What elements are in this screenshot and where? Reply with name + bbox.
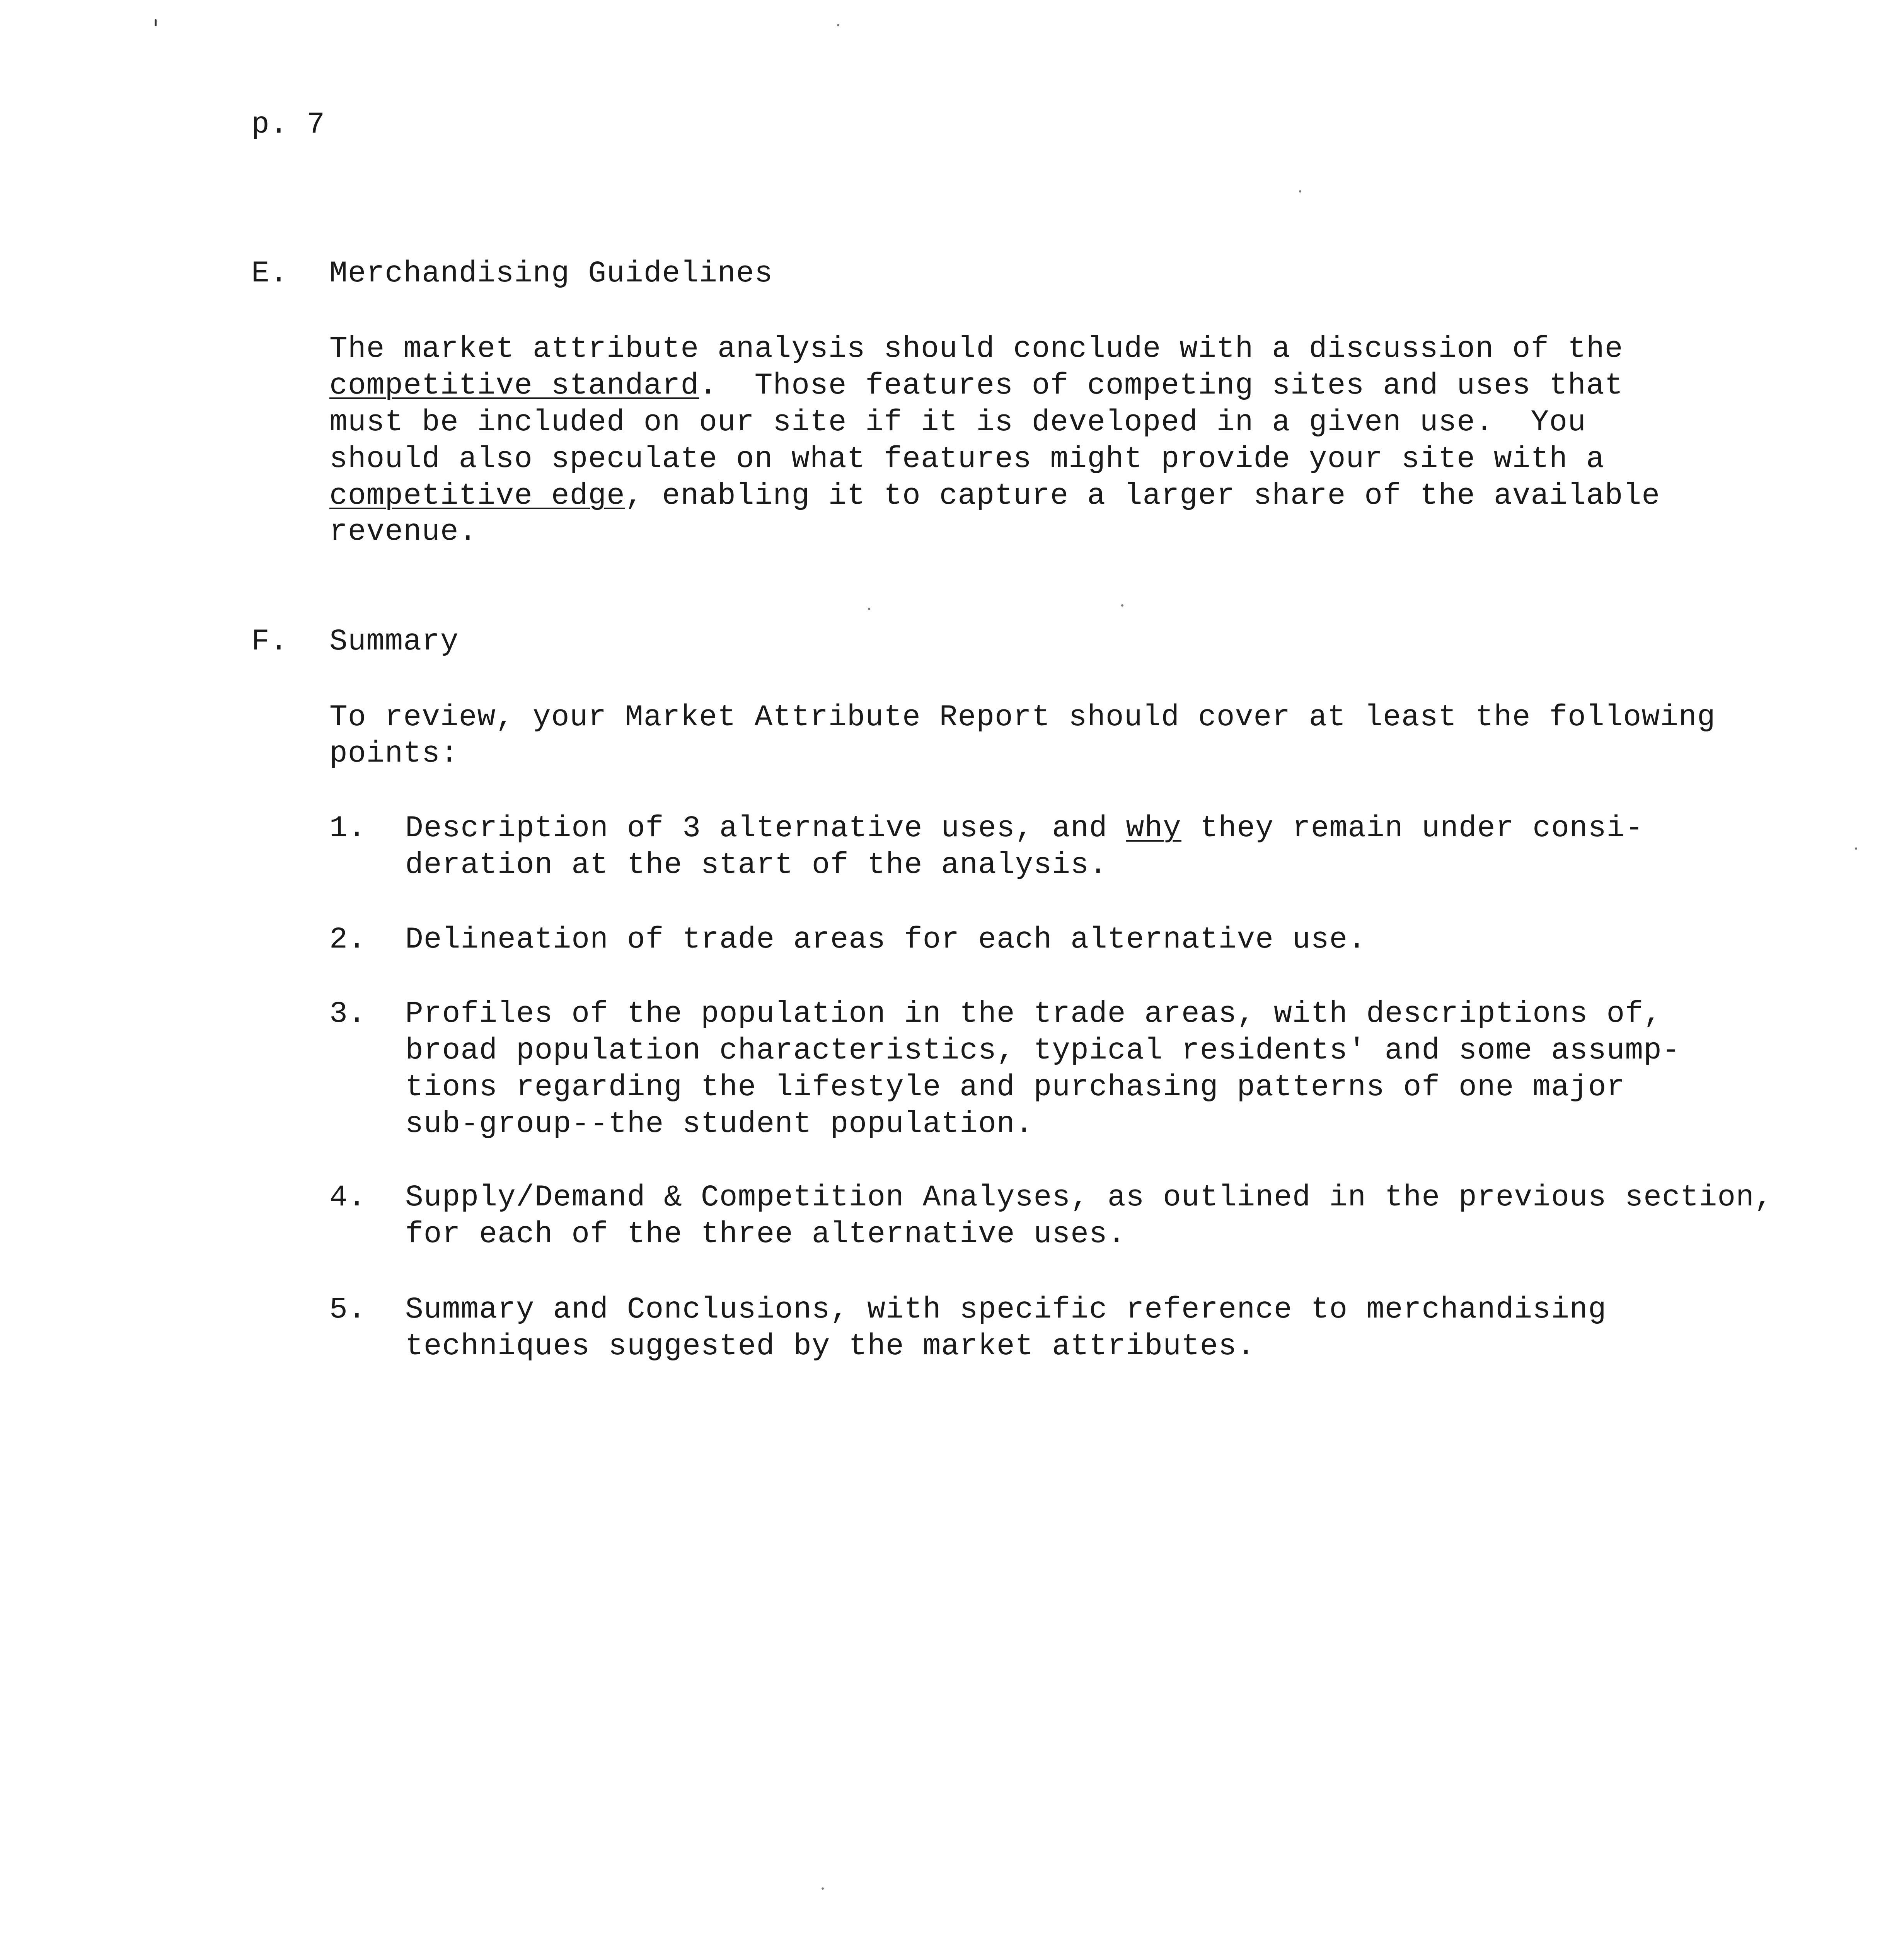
section-e-paragraph-line: revenue. xyxy=(329,515,477,549)
scan-speck xyxy=(1121,604,1123,607)
why-term: why xyxy=(1126,811,1181,845)
list-item-number: 1. xyxy=(329,811,366,845)
section-e-paragraph-line: should also speculate on what features might provide your site with a xyxy=(329,442,1605,476)
section-e-letter: E. xyxy=(251,257,288,291)
list-item-line xyxy=(405,810,1643,847)
section-e-paragraph-line: must be included on our site if it is developed in a given use. You xyxy=(329,406,1586,440)
paragraph-text: . Those features of competing sites and uses that xyxy=(699,369,1623,403)
section-e-paragraph-line xyxy=(329,367,1623,404)
scan-speck xyxy=(155,19,157,26)
list-item-text: they remain under consi- xyxy=(1181,811,1644,845)
section-f-heading: Summary xyxy=(329,625,459,659)
list-item-number: 3. xyxy=(329,997,366,1031)
list-item-number: 5. xyxy=(329,1293,366,1327)
list-item-line: deration at the start of the analysis. xyxy=(405,848,1108,882)
section-f-intro-line: points: xyxy=(329,737,459,771)
list-item-number: 2. xyxy=(329,923,366,957)
list-item-line: Supply/Demand & Competition Analyses, as outlined in the previous section, xyxy=(405,1181,1773,1215)
section-e-paragraph-line xyxy=(329,477,1660,515)
scan-speck xyxy=(822,1887,824,1890)
section-f-intro-line: To review, your Market Attribute Report should cover at least the following xyxy=(329,701,1716,735)
list-item-line: tions regarding the lifestyle and purchasing patterns of one major xyxy=(405,1070,1625,1105)
section-e-heading: Merchandising Guidelines xyxy=(329,257,773,291)
list-item-line: broad population characteristics, typical residents' and some assump- xyxy=(405,1034,1681,1068)
scan-speck xyxy=(1855,847,1857,850)
paragraph-text: , enabling it to capture a larger share of the available xyxy=(625,479,1660,513)
competitive-edge-term: competitive edge xyxy=(329,479,625,513)
section-f-letter: F. xyxy=(251,625,288,659)
list-item-number: 4. xyxy=(329,1181,366,1215)
list-item-line: Profiles of the population in the trade areas, with descriptions of, xyxy=(405,997,1662,1031)
list-item-line: Summary and Conclusions, with specific reference to merchandising xyxy=(405,1293,1607,1327)
list-item-line: Delineation of trade areas for each alternative use. xyxy=(405,923,1366,957)
scan-speck xyxy=(837,24,839,26)
list-item-line: techniques suggested by the market attributes. xyxy=(405,1330,1256,1364)
section-e-paragraph-line: The market attribute analysis should conclude with a discussion of the xyxy=(329,332,1623,366)
page-number: p. 7 xyxy=(251,108,326,142)
scan-speck xyxy=(868,608,870,610)
list-item-line: for each of the three alternative uses. xyxy=(405,1217,1126,1251)
scan-speck xyxy=(1299,190,1301,193)
list-item-text: Description of 3 alternative uses, and xyxy=(405,811,1126,845)
list-item-line: sub-group--the student population. xyxy=(405,1107,1034,1141)
competitive-standard-term: competitive standard xyxy=(329,369,699,403)
